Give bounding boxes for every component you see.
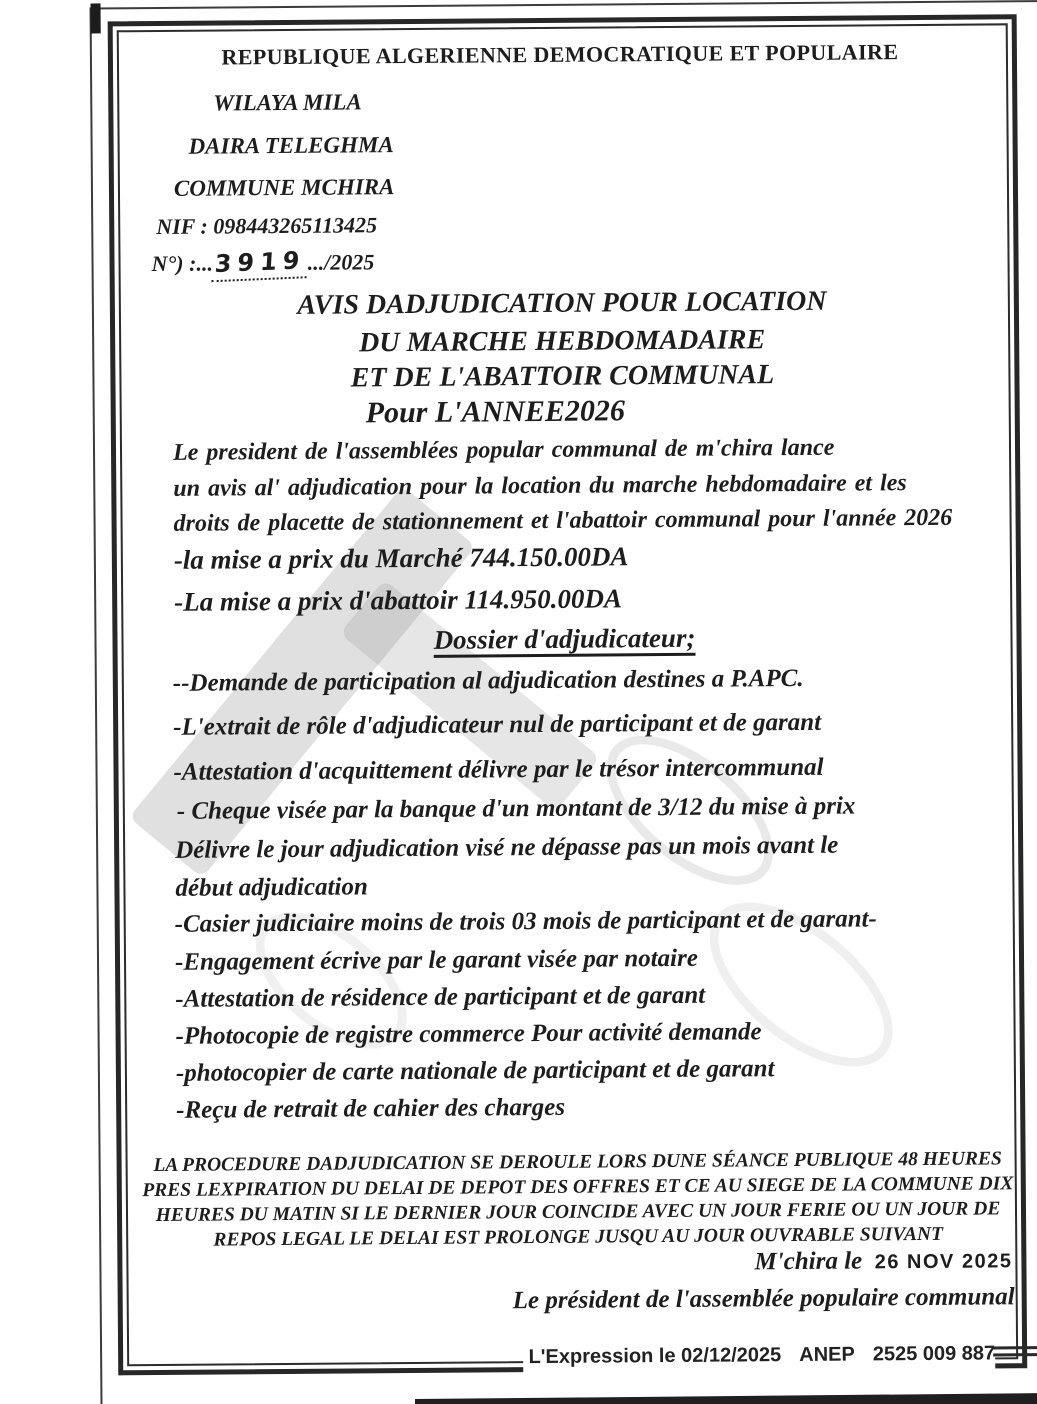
notice-title-line1: AVIS DADJUDICATION POUR LOCATION [297,285,827,321]
commune-line: COMMUNE MCHIRA [173,174,395,201]
dossier-item: - Cheque visée par la banque d'un montant de 3/12 du mise à prix [176,792,856,825]
republic-header: REPUBLIQUE ALGERIENNE DEMOCRATIQUE ET POPULAIRE [221,39,899,70]
dossier-item: -L'extrait de rôle d'adjudicateur nul de participant et de garant [173,708,822,741]
dossier-item: -Engagement écrive par le garant visée par notaire [174,944,698,976]
nif-line: NIF : 098443265113425 [156,212,378,239]
dossier-heading: Dossier d'adjudicateur; [433,622,696,655]
dossier-item: -Attestation de résidence de participant et de garant [175,981,706,1013]
notice-title-year: Pour L'ANNEE2026 [365,394,626,430]
dossier-item: -Attestation d'acquittement délivre par le trésor intercommunal [173,753,824,786]
dossier-item: début adjudication [175,873,368,902]
procedure-line1: LA PROCEDURE DADJUDICATION SE DEROULE LORS DUNE SÉANCE PUBLIQUE 48 HEURES [153,1148,1002,1177]
dossier-item: Délivre le jour adjudication visé ne dépasse pas un mois avant le [175,831,839,864]
procedure-line3: HEURES DU MATIN SI LE DERNIER JOUR COINCIDE AVEC UN JOUR FERIE OU UN JOUR DE [155,1198,1001,1227]
reference-line [151,248,374,280]
reference-prefix: N°) :... [151,250,213,277]
publication-agency: ANEP [799,1343,855,1366]
signature-place: M'chira le [754,1247,863,1276]
daira-line: DAIRA TELEGHMA [188,132,394,159]
procedure-line4: REPOS LEGAL LE DELAI EST PROLONGE JUSQU AU JOUR OUVRABLE SUIVANT [213,1223,944,1251]
reference-suffix: .../2025 [307,249,375,275]
dossier-item: -Photocopie de registre commerce Pour activité demande [175,1018,762,1050]
intro-line2: un avis al' adjudication pour la location du marche hebdomadaire et les [173,470,907,502]
dossier-item: -Casier judiciaire moins de trois 03 mois de participant et de garant- [174,905,877,938]
wilaya-line: WILAYA MILA [213,89,362,116]
dossier-item: --Demande de participation al adjudication destines a P.APC. [172,664,804,697]
publication-strip [523,1330,995,1380]
intro-line1: Le president de l'assemblées popular communal de m'chira lance [172,434,835,466]
footer-rule-right [993,1346,1037,1360]
dossier-item: -photocopier de carte nationale de participant et de garant [175,1055,775,1087]
abattoir-price-line: -La mise a prix d'abattoir 114.950.00DA [174,583,623,617]
notice-title-line2: DU MARCHE HEBDOMADAIRE [358,324,766,359]
dossier-item: -Reçu de retrait de cahier des charges [176,1093,566,1124]
handwritten-reference-number: 3919 [212,247,309,282]
signatory-line: Le président de l'assemblée populaire communal [512,1283,1015,1315]
intro-line3: droits de placette de stationnement et l'abattoir communal pour l'année 2026 [173,504,953,537]
publication-name-date: L'Expression le 02/12/2025 [528,1343,782,1368]
market-price-line: -la mise a prix du Marché 744.150.00DA [173,541,629,575]
publication-number: 2525 009 887 [872,1341,996,1365]
signature-place-date [544,1246,1012,1278]
notice-title-line3: ET DE L'ABATTOIR COMMUNAL [350,359,775,394]
corner-mark [91,3,101,33]
date-stamp: 26 NOV 2025 [874,1250,1013,1274]
procedure-line2: PRES LEXPIRATION DU DELAI DE DEPOT DES OFFRES ET CE AU SIEGE DE LA COMMUNE DIX [142,1173,1014,1202]
